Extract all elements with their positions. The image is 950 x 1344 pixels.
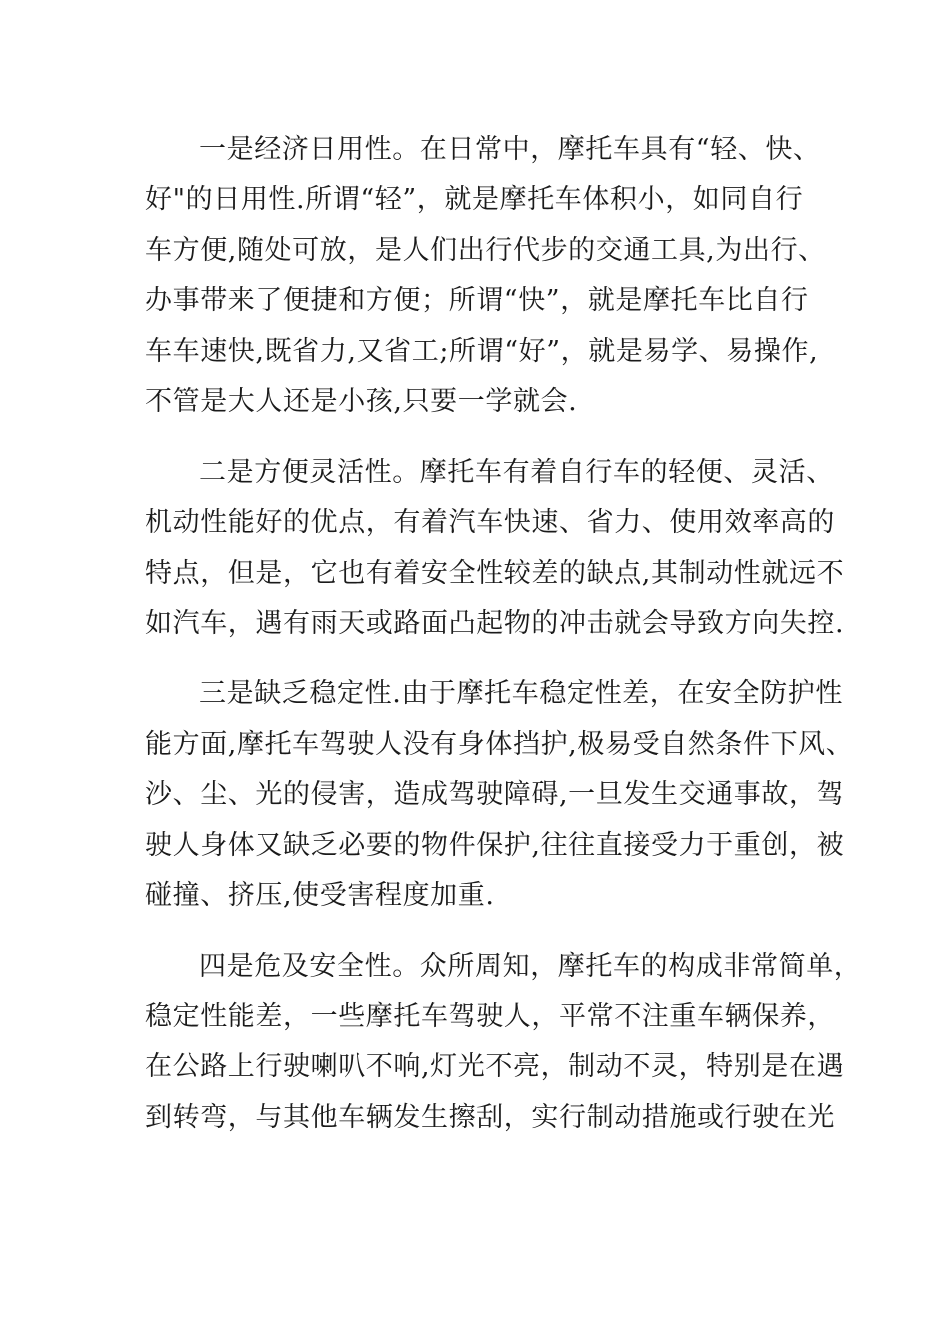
paragraph-line: 不管是大人还是小孩,只要一学就会. [145, 386, 578, 417]
paragraph-line: 碰撞、挤压,使受害程度加重. [145, 880, 495, 911]
paragraph-line: 特点，但是，它也有着安全性较差的缺点,其制动性就远不 [145, 558, 845, 589]
paragraph-line: 四是危及安全性。众所周知，摩托车的构成非常简单， [199, 951, 862, 982]
paragraph-line: 办事带来了便捷和方便；所谓“快”，就是摩托车比自行 [145, 285, 809, 316]
paragraph-line: 三是缺乏稳定性.由于摩托车稳定性差，在安全防护性 [199, 678, 843, 709]
paragraph-line: 驶人身体又缺乏必要的物件保护,往往直接受力于重创，被 [145, 830, 845, 861]
paragraph-line: 好"的日用性.所谓“轻”，就是摩托车体积小，如同自行 [145, 184, 804, 215]
paragraph-line: 车车速快,既省力,又省工;所谓“好”，就是易学、易操作, [145, 336, 819, 367]
paragraph-line: 机动性能好的优点，有着汽车快速、省力、使用效率高的 [145, 507, 835, 538]
paragraph-line: 能方面,摩托车驾驶人没有身体挡护,极易受自然条件下风、 [145, 729, 854, 760]
paragraph-line: 在公路上行驶喇叭不响,灯光不亮，制动不灵，特别是在遇 [145, 1051, 845, 1082]
paragraph-line: 二是方便灵活性。摩托车有着自行车的轻便、灵活、 [199, 457, 834, 488]
paragraph-line: 沙、尘、光的侵害，造成驾驶障碍,一旦发生交通事故，驾 [145, 779, 845, 810]
paragraph-line: 一是经济日用性。在日常中，摩托车具有“轻、快、 [199, 134, 821, 165]
paragraph-line: 如汽车，遇有雨天或路面凸起物的冲击就会导致方向失控. [145, 608, 845, 639]
paragraph-line: 稳定性能差，一些摩托车驾驶人，平常不注重车辆保养， [145, 1001, 835, 1032]
paragraph-line: 车方便,随处可放，是人们出行代步的交通工具,为出行、 [145, 235, 826, 266]
paragraph-line: 到转弯，与其他车辆发生擦刮，实行制动措施或行驶在光 [145, 1102, 835, 1133]
